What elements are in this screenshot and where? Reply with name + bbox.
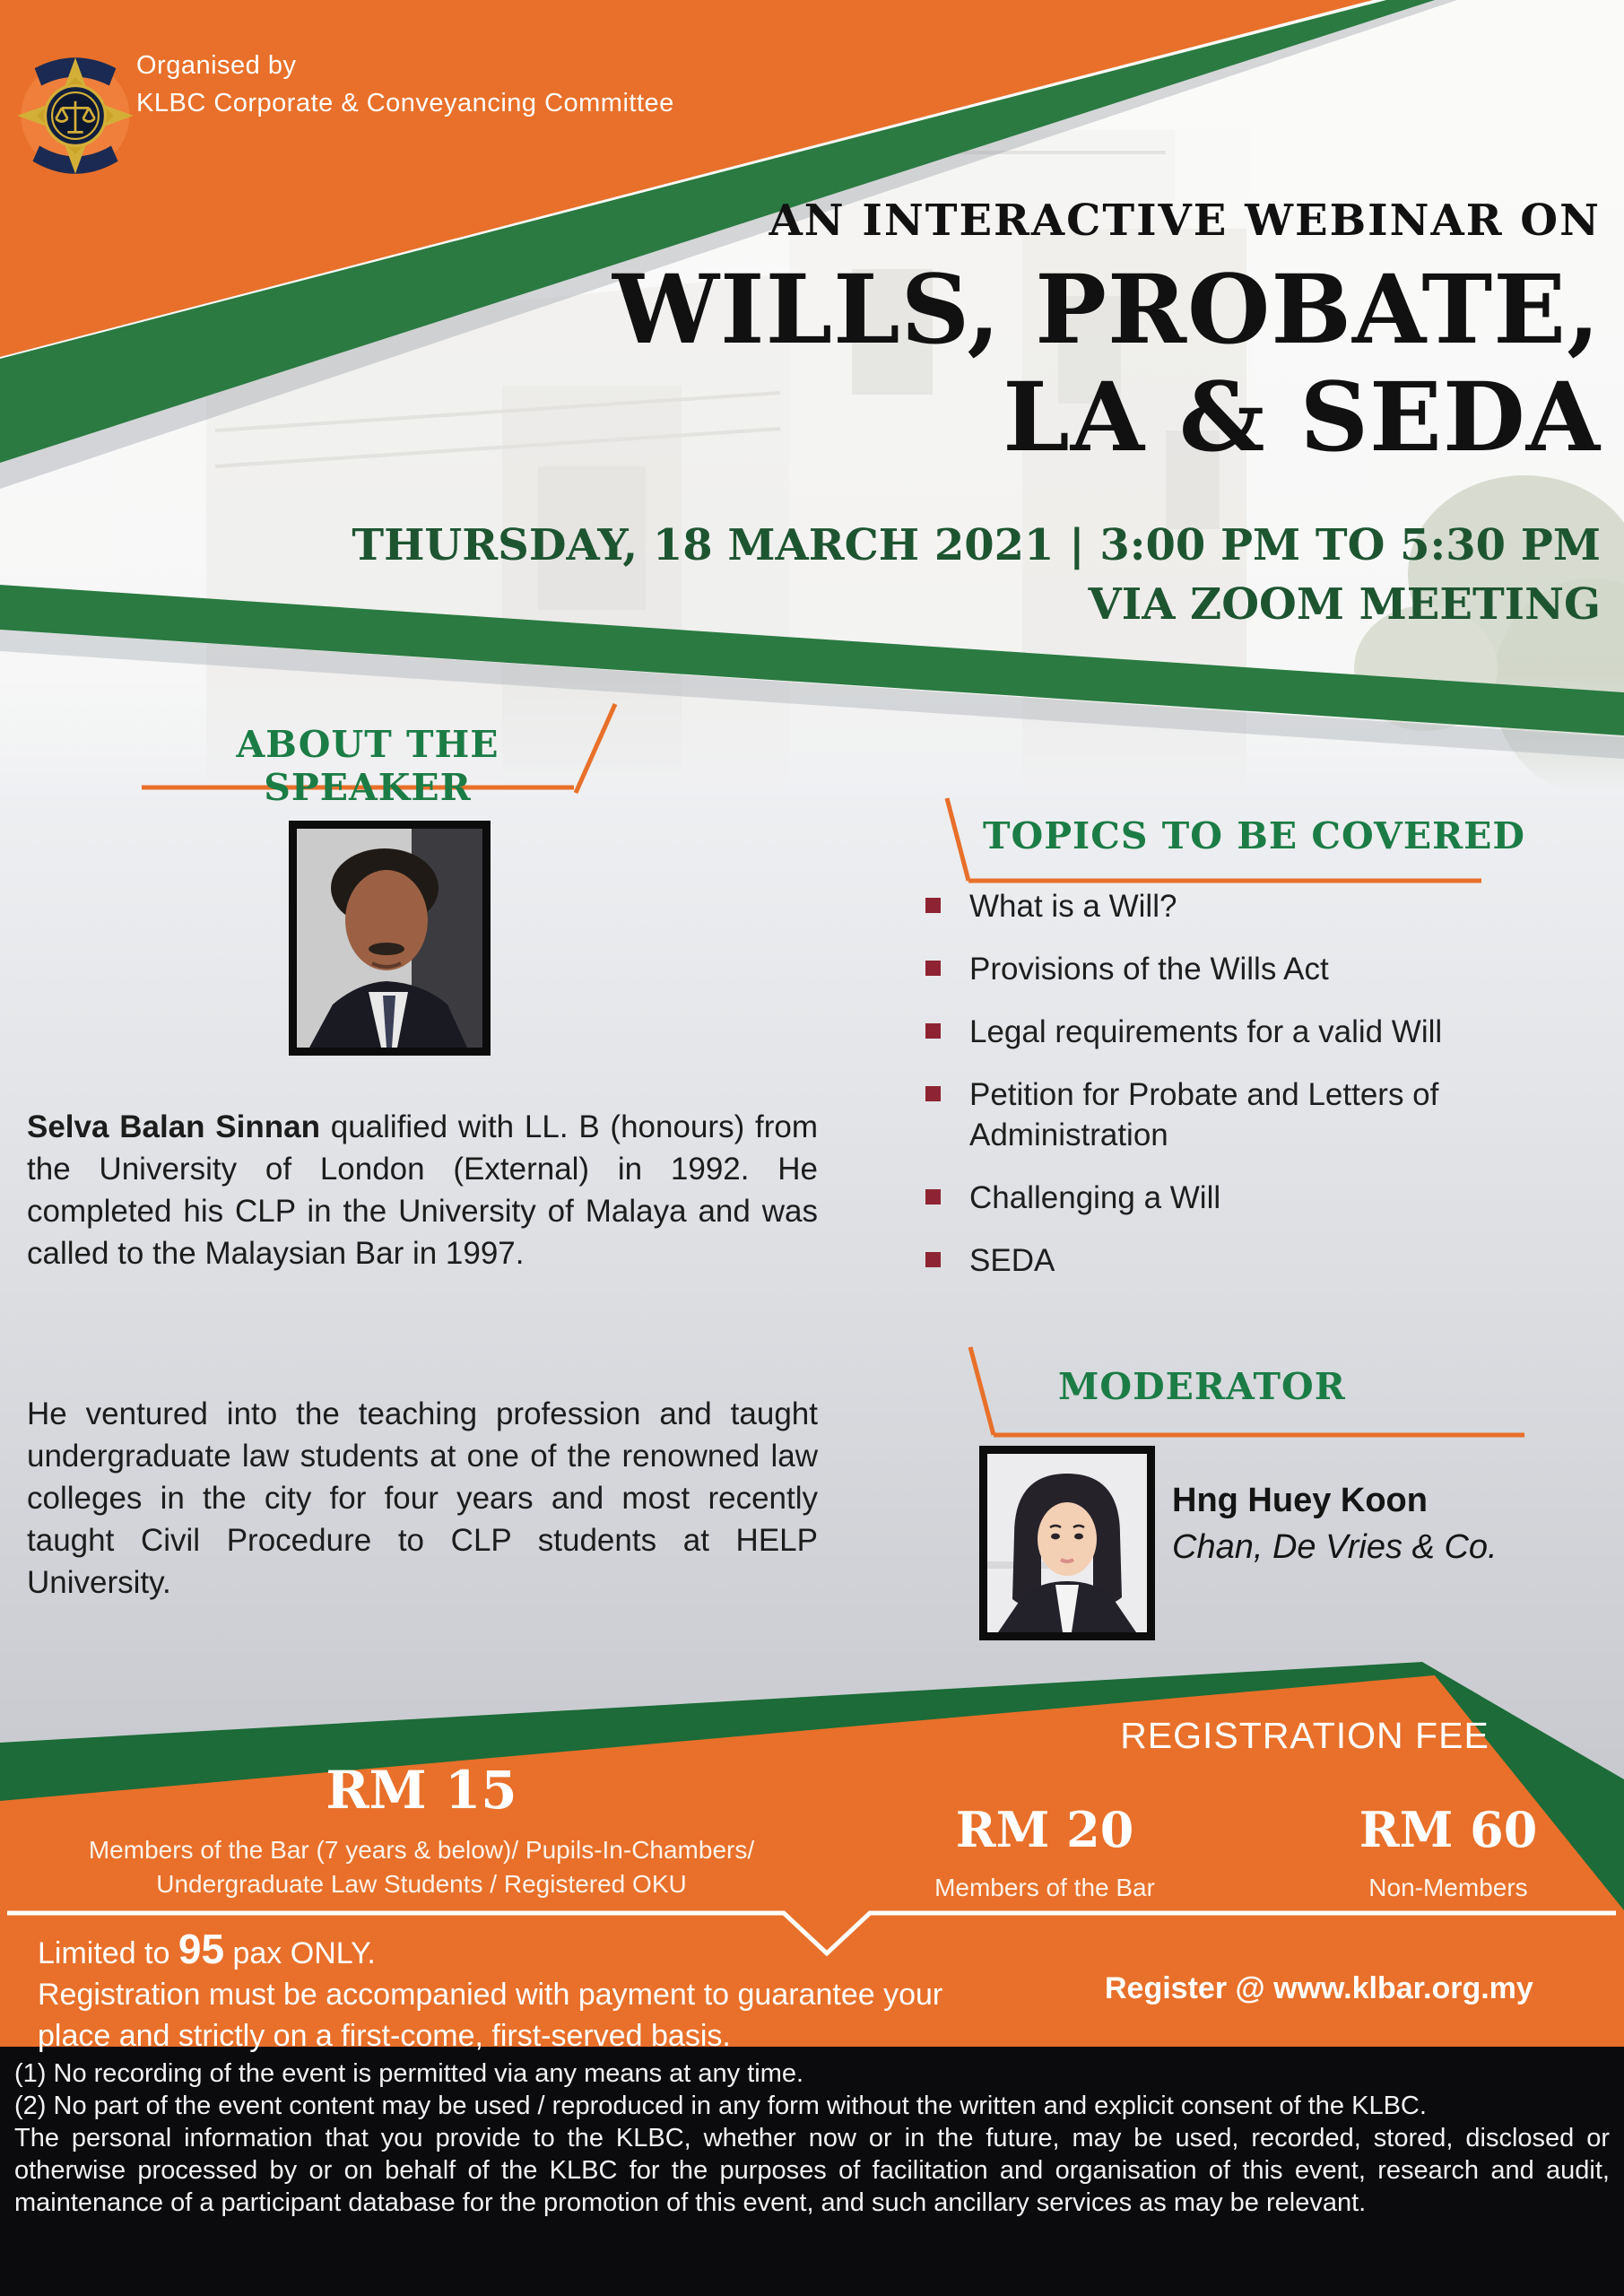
fee-tier-price-rm15: RM 15 <box>326 1760 517 1821</box>
limited-count: 95 <box>178 1926 225 1972</box>
organiser-block <box>136 47 674 122</box>
fee-tier-audience-rm60: Non-Members <box>1368 1874 1528 1901</box>
speaker-bio-paragraph-1 <box>27 1106 818 1274</box>
speaker-bio-1-text: qualified with LL. B (honours) from the University of London (External) in 1992. He completed his CLP in the University of Malaya and was called to the Malaysian Bar in 1997. <box>27 1109 818 1271</box>
speaker-bio-paragraph-2: He ventured into the teaching profession and taught undergraduate law students at one of the renowned law colleges in the city for four years and most recently taught Civil Procedure to CLP students at HELP University. <box>27 1396 818 1600</box>
registration-note <box>38 1928 1078 2057</box>
square-bullet-icon <box>925 1189 941 1205</box>
speaker-name: Selva Balan Sinnan <box>27 1109 320 1144</box>
topic-item <box>925 886 1591 926</box>
topics-slash <box>947 798 968 881</box>
fee-tier-audience-rm20: Members of the Bar <box>934 1874 1155 1901</box>
limited-suffix: pax ONLY. <box>224 1936 376 1970</box>
event-datetime: THURSDAY, 18 MARCH 2021 | 3:00 PM TO 5:30 PM <box>352 520 1601 570</box>
terms-footer <box>0 2047 1624 2296</box>
topic-item <box>925 1074 1591 1155</box>
footer-privacy-note: The personal information that you provide to the KLBC, whether now or in the future, may be used, recorded, stored, disclosed or otherwise processed by or on behalf of the KLBC for the purposes of facilitation and organisation of this event, research and audit, maintenance of a participant database for the promotion of this event, and such ancillary services as may be relevant. <box>14 2124 1610 2217</box>
topic-item <box>925 1178 1591 1218</box>
topic-label: What is a Will? <box>969 889 1177 924</box>
square-bullet-icon <box>925 1252 941 1267</box>
topic-label: Challenging a Will <box>969 1180 1221 1215</box>
topic-item <box>925 1012 1591 1052</box>
moderator-slash <box>970 1347 994 1435</box>
registration-fee-heading: REGISTRATION FEE <box>1120 1715 1489 1756</box>
organised-by-label: Organised by <box>136 51 297 80</box>
footer-rule-2: (2) No part of the event content may be used / reproduced in any form without the written and explicit consent of the KLBC. <box>14 2092 1427 2120</box>
square-bullet-icon <box>925 1023 941 1039</box>
fee-tier-price-rm20: RM 20 <box>955 1801 1134 1858</box>
limited-prefix: Limited to <box>38 1936 178 1970</box>
square-bullet-icon <box>925 898 941 913</box>
square-bullet-icon <box>925 1086 941 1101</box>
speaker-photo <box>289 821 491 1056</box>
topic-item <box>925 1240 1591 1281</box>
register-url[interactable]: Register @ www.klbar.org.my <box>1105 1971 1533 2005</box>
moderator-name: Hng Huey Koon <box>1172 1482 1428 1519</box>
event-venue: VIA ZOOM MEETING <box>1088 579 1601 630</box>
topic-label: Legal requirements for a valid Will <box>969 1014 1443 1049</box>
footer-rule-1: (1) No recording of the event is permitted via any means at any time. <box>14 2059 804 2088</box>
topic-label: Petition for Probate and Letters of Administration <box>969 1077 1439 1152</box>
fee-tier-price-rm60: RM 60 <box>1359 1801 1538 1858</box>
moderator-heading: MODERATOR <box>1058 1365 1346 1408</box>
registration-note-line2: place and strictly on a first-come, first-served basis. <box>38 2019 731 2053</box>
fee-tier-audience-rm15: Members of the Bar (7 years & below)/ Pupils-In-Chambers/ Undergraduate Law Students / Registered OKU <box>88 1836 755 1898</box>
topic-label: Provisions of the Wills Act <box>969 952 1329 987</box>
registration-note-line1: Registration must be accompanied with payment to guarantee your <box>38 1978 943 2012</box>
webinar-title-line1: WILLS, PROBATE, <box>612 253 1601 365</box>
topic-item <box>925 949 1591 989</box>
topics-list <box>925 886 1591 1303</box>
moderator-photo <box>979 1446 1155 1640</box>
moderator-firm: Chan, De Vries & Co. <box>1172 1528 1498 1566</box>
webinar-kicker: AN INTERACTIVE WEBINAR ON <box>769 196 1601 246</box>
topics-heading: TOPICS TO BE COVERED <box>983 814 1525 857</box>
webinar-title-line2: LA & SEDA <box>1003 361 1601 473</box>
limited-line <box>38 1928 1078 1974</box>
about-speaker-heading: ABOUT THE SPEAKER <box>236 723 499 809</box>
topic-label: SEDA <box>969 1243 1055 1278</box>
klbc-bar-logo <box>16 43 135 188</box>
square-bullet-icon <box>925 961 941 976</box>
organiser-name: KLBC Corporate & Conveyancing Committee <box>136 89 674 117</box>
